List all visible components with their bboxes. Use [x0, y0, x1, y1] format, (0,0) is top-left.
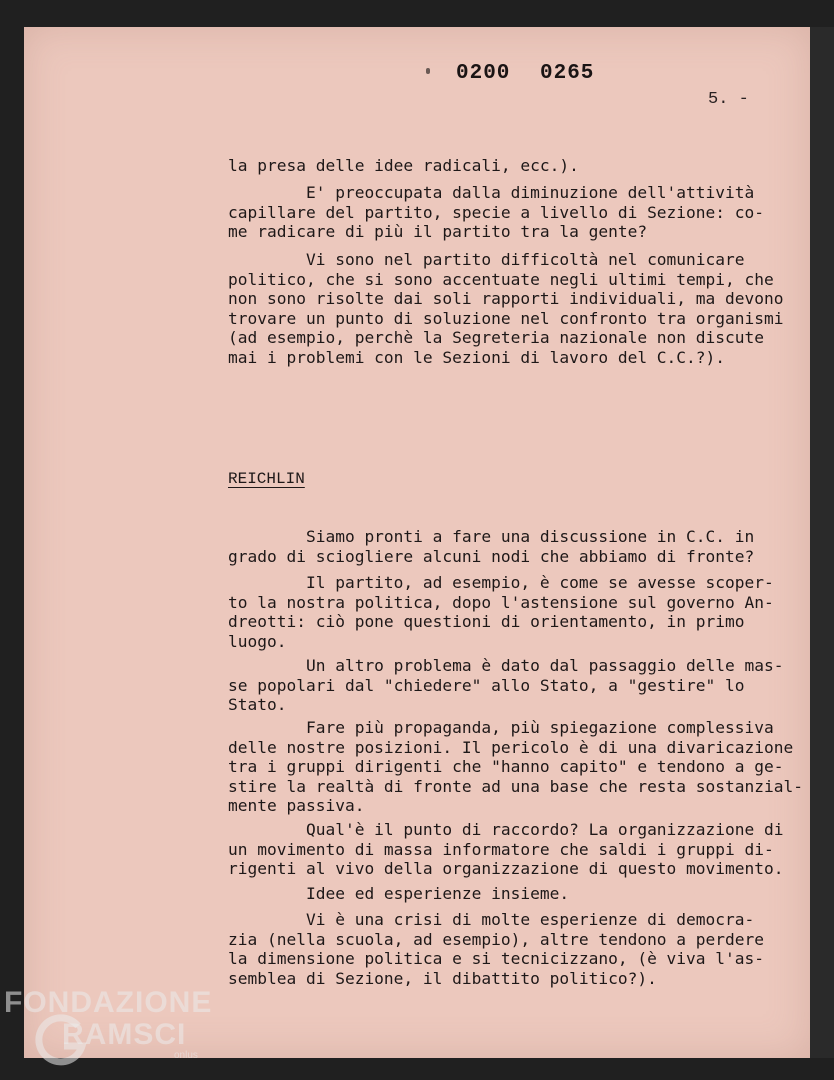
paragraph: Vi è una crisi di molte esperienze di democra- zia (nella scuola, ad esempio), altre tendono a perdere la dimensione politica e si tecnicizzano, (è viva l'as- semblea di Sezione, il dibattito politico?).	[228, 910, 765, 988]
paragraph: Un altro problema è dato dal passaggio delle mas- se popolari dal "chiedere" allo Stato, a "gestire" lo Stato.	[228, 656, 784, 714]
stamp-mark	[426, 68, 430, 74]
speaker-heading: REICHLIN	[228, 470, 305, 488]
paragraph: Il partito, ad esempio, è come se avesse scoper- to la nostra politica, dopo l'astensione sul governo An- dreotti: ciò pone questioni di orientamento, in primo luogo.	[228, 573, 774, 651]
paragraph: Qual'è il punto di raccordo? La organizzazione di un movimento di massa informatore che saldi i gruppi di- rigenti al vivo della organizzazione di questo movimento.	[228, 820, 784, 878]
stamp-number-2: 0265	[540, 62, 595, 85]
paragraph: Vi sono nel partito difficoltà nel comunicare politico, che si sono accentuate negli ultimi tempi, che non sono risolte dai soli rapporti individuali, ma devono trovare un punto di soluzione nel confronto tra organismi (ad esempio, perchè la Segreteria nazionale non discute mai i problemi con le Sezioni di lavoro del C.C.?).	[228, 250, 784, 367]
page-number: 5. -	[708, 90, 749, 109]
paragraph: Siamo pronti a fare una discussione in C.C. in grado di sciogliere alcuni nodi che abbiamo di fronte?	[228, 527, 755, 566]
stamp-number-1: 0200	[456, 62, 511, 85]
paragraph: la presa delle idee radicali, ecc.).	[228, 156, 579, 175]
watermark-onlus: onlus	[174, 1050, 198, 1061]
watermark-line2: RAMSCI	[62, 1018, 187, 1051]
paragraph: Idee ed esperienze insieme.	[228, 884, 570, 903]
paragraph: Fare più propaganda, più spiegazione complessiva delle nostre posizioni. Il pericolo è di una divaricazione tra i gruppi dirigenti che "hanno capito" e tendono a ge- stire la realtà di fronte ad una base che resta sostanzial- mente passiva.	[228, 718, 803, 815]
paragraph: E' preoccupata dalla diminuzione dell'attività capillare del partito, specie a livello di Sezione: co- me radicare di più il partito tra la gente?	[228, 183, 765, 241]
scan-edge	[810, 27, 834, 1058]
watermark-line1: FONDAZIONE	[4, 986, 213, 1019]
